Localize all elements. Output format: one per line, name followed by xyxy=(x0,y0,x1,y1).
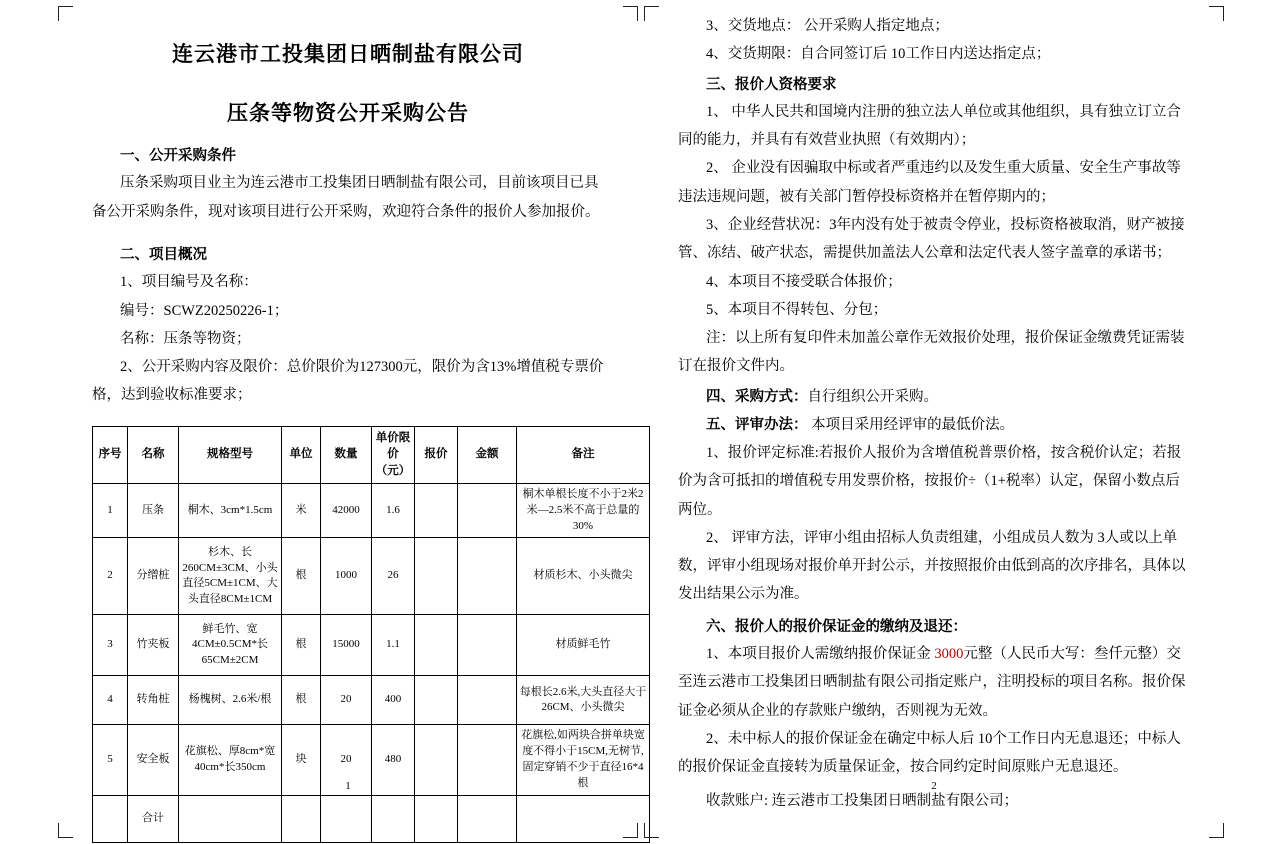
qualification-3-line-2: 管、冻结、破产状态，需提供加盖法人公章和法定代表人签字盖章的承诺书； xyxy=(678,245,1171,262)
cell-unit: 根 xyxy=(282,676,321,725)
cell-qty: 1000 xyxy=(321,538,372,615)
qualification-2-line-2: 违法违规问题，被有关部门暂停投标资格并在暂停期内的； xyxy=(678,188,1055,205)
cell-note: 每根长2.6米,大头直径大于26CM、小头微尖 xyxy=(517,676,650,725)
cell-price-limit: 400 xyxy=(372,676,415,725)
cell-price-limit: 480 xyxy=(372,725,415,796)
cell-no: 3 xyxy=(93,615,128,676)
qualification-note-line-2: 订在报价文件内。 xyxy=(678,358,794,375)
table-row xyxy=(93,538,650,615)
qualification-3-line-1: 3、企业经营状况：3年内没有处于被责令停业，投标资格被取消，财产被接 xyxy=(706,216,1185,233)
project-item-2-line-2: 格，达到验收标准要求； xyxy=(92,387,252,404)
cell-qty xyxy=(321,796,372,843)
document-page-2 xyxy=(654,0,1214,844)
project-item-2-line-1: 2、公开采购内容及限价：总价限价为127300元，限价为含13%增值税专票价 xyxy=(120,359,604,376)
section-4-text: 自行组织公开采购。 xyxy=(807,388,938,405)
table-header-spec: 规格型号 xyxy=(179,426,282,483)
crop-mark-bottom-left xyxy=(644,823,659,838)
cell-name: 安全板 xyxy=(128,725,179,796)
crop-mark-bottom-right xyxy=(1209,823,1224,838)
document-title-line-1: 连云港市工投集团日晒制盐有限公司 xyxy=(172,42,524,66)
section-5-text: 本项目采用经评审的最低价法。 xyxy=(807,416,1015,433)
evaluation-1-line-1: 1、报价评定标准:若报价人报价为含增值税普票价格，按含税价认定；若报 xyxy=(706,445,1182,462)
cell-amount xyxy=(458,538,517,615)
cell-no xyxy=(93,796,128,843)
cell-unit: 根 xyxy=(282,615,321,676)
evaluation-1-line-3: 两位。 xyxy=(678,501,722,518)
cell-bid xyxy=(415,483,458,538)
evaluation-2-line-1: 2、 评审方法，评审小组由招标人负责组建，小组成员人数为 3人或以上单 xyxy=(706,529,1178,546)
cell-amount xyxy=(458,796,517,843)
cell-bid xyxy=(415,796,458,843)
cell-note: 桐木单根长度不小于2米2米—2.5米不高于总量的30% xyxy=(517,483,650,538)
evaluation-1-line-2: 价为含可抵扣的增值税专用发票价格，按报价÷（1+税率）认定，保留小数点后 xyxy=(678,473,1180,490)
section-heading-3: 三、报价人资格要求 xyxy=(706,76,837,93)
paragraph-conditions-line-1: 压条采购项目业主为连云港市工投集团日晒制盐有限公司，目前该项目已具 xyxy=(120,175,599,192)
cell-unit: 根 xyxy=(282,538,321,615)
project-item-1-title: 1、项目编号及名称： xyxy=(120,274,258,291)
receiving-account: 收款账户: 连云港市工投集团日晒制盐有限公司； xyxy=(706,793,1019,810)
cell-qty: 42000 xyxy=(321,483,372,538)
evaluation-2-line-3: 发出结果公示为准。 xyxy=(678,586,809,603)
document-title-line-2: 压条等物资公开采购公告 xyxy=(227,101,469,125)
page-number-1: 1 xyxy=(345,780,351,792)
cell-note: 花旗松,如两块合拼单块宽度不得小于15CM,无树节,固定穿销不少于直径16*4根 xyxy=(517,725,650,796)
qualification-1-line-1: 1、 中华人民共和国境内注册的独立法人单位或其他组织，具有独立订立合 xyxy=(706,103,1181,120)
cell-name: 压条 xyxy=(128,483,179,538)
cell-bid xyxy=(415,538,458,615)
deposit-2-line-2: 的报价保证金直接转为质量保证金，按合同约定时间原账户无息退还。 xyxy=(678,759,1128,776)
deposit-1-text-b: 元整（人民币大写：叁仟元整）交 xyxy=(963,646,1181,663)
document-page-1 xyxy=(68,0,647,844)
cell-unit xyxy=(282,796,321,843)
cell-spec: 桐木、3cm*1.5cm xyxy=(179,483,282,538)
cell-spec: 花旗松、厚8cm*宽40cm*长350cm xyxy=(179,725,282,796)
cell-note: 材质鲜毛竹 xyxy=(517,615,650,676)
cell-no: 1 xyxy=(93,483,128,538)
section-heading-5-paragraph xyxy=(678,411,1190,439)
table-header-note: 备注 xyxy=(517,426,650,483)
evaluation-2-line-2: 数，评审小组现场对报价单开封公示，并按照报价由低到高的次序排名，具体以 xyxy=(678,558,1186,575)
deposit-1-line-2: 至连云港市工投集团日晒制盐有限公司指定账户，注明投标的项目名称。报价保 xyxy=(678,674,1186,691)
table-header-bid: 报价 xyxy=(415,426,458,483)
paragraph-conditions-line-2: 备公开采购条件，现对该项目进行公开采购，欢迎符合条件的报价人参加报价。 xyxy=(92,203,600,220)
qualification-note-line-1: 注：以上所有复印件未加盖公章作无效报价处理，报价保证金缴费凭证需装 xyxy=(706,330,1185,347)
crop-mark-top-right xyxy=(623,6,638,21)
page-number-2: 2 xyxy=(931,780,937,792)
table-header-price-limit: 单价限价（元） xyxy=(372,426,415,483)
cell-amount xyxy=(458,483,517,538)
table-row xyxy=(93,615,650,676)
cell-spec: 杉木、长260CM±3CM、小头直径5CM±1CM、大头直径8CM±1CM xyxy=(179,538,282,615)
table-header-name: 名称 xyxy=(128,426,179,483)
deposit-1-text-a: 1、本项目报价人需缴纳报价保证金 xyxy=(706,646,935,663)
crop-mark-top-right xyxy=(1209,6,1224,21)
deposit-2-line-1: 2、未中标人的报价保证金在确定中标人后 10个工作日内无息退还；中标人 xyxy=(706,730,1181,747)
cell-price-limit: 26 xyxy=(372,538,415,615)
qualification-5: 5、本项目不得转包、分包； xyxy=(706,301,888,318)
section-heading-6: 六、报价人的报价保证金的缴纳及退还： xyxy=(706,618,967,635)
cell-spec: 杨槐树、2.6米/根 xyxy=(179,676,282,725)
cell-no: 5 xyxy=(93,725,128,796)
project-code: 编号：SCWZ20250226-1； xyxy=(120,302,289,319)
table-header-no: 序号 xyxy=(93,426,128,483)
cell-total-label: 合计 xyxy=(128,796,179,843)
table-header-unit: 单位 xyxy=(282,426,321,483)
cell-no: 4 xyxy=(93,676,128,725)
deposit-amount: 3000 xyxy=(934,646,964,663)
crop-mark-bottom-right xyxy=(623,823,638,838)
cell-price-limit: 1.1 xyxy=(372,615,415,676)
crop-mark-top-left xyxy=(58,6,73,21)
table-row xyxy=(93,676,650,725)
table-header-row xyxy=(93,426,650,483)
cell-spec: 鲜毛竹、宽4CM±0.5CM*长65CM±2CM xyxy=(179,615,282,676)
cell-unit: 块 xyxy=(282,725,321,796)
section-heading-5: 五、评审办法： xyxy=(706,416,808,433)
section-heading-1: 一、公开采购条件 xyxy=(120,148,236,164)
cell-amount xyxy=(458,676,517,725)
section-heading-2: 二、项目概况 xyxy=(120,246,207,263)
cell-price-limit xyxy=(372,796,415,843)
table-row-total xyxy=(93,796,650,843)
cell-price-limit: 1.6 xyxy=(372,483,415,538)
table-header-qty: 数量 xyxy=(321,426,372,483)
cell-name: 转角桩 xyxy=(128,676,179,725)
cell-spec xyxy=(179,796,282,843)
cell-amount xyxy=(458,615,517,676)
cell-no: 2 xyxy=(93,538,128,615)
crop-mark-top-left xyxy=(644,6,659,21)
section-heading-4: 四、采购方式： xyxy=(706,388,808,405)
cell-qty: 20 xyxy=(321,725,372,796)
project-name: 名称：压条等物资； xyxy=(120,330,251,347)
table-row xyxy=(93,483,650,538)
delivery-location: 3、交货地点： 公开采购人指定地点； xyxy=(706,18,949,34)
cell-unit: 米 xyxy=(282,483,321,538)
deposit-1-line-3: 证金必须从企业的存款账户缴纳，否则视为无效。 xyxy=(678,702,997,719)
deposit-1-line-1 xyxy=(678,640,1190,668)
table-header-amount: 金额 xyxy=(458,426,517,483)
qualification-2-line-1: 2、 企业没有因骗取中标或者严重违约以及发生重大质量、安全生产事故等 xyxy=(706,160,1181,177)
cell-qty: 20 xyxy=(321,676,372,725)
qualification-1-line-2: 同的能力，并具有有效营业执照（有效期内）； xyxy=(678,132,976,149)
cell-qty: 15000 xyxy=(321,615,372,676)
cell-bid xyxy=(415,676,458,725)
delivery-deadline: 4、交货期限：自合同签订后 10工作日内送达指定点； xyxy=(706,46,1051,63)
crop-mark-bottom-left xyxy=(58,823,73,838)
section-heading-4-paragraph xyxy=(678,383,1190,411)
cell-note: 材质杉木、小头微尖 xyxy=(517,538,650,615)
cell-name: 分缯桩 xyxy=(128,538,179,615)
qualification-4: 4、本项目不接受联合体报价； xyxy=(706,273,902,290)
cell-bid xyxy=(415,615,458,676)
cell-name: 竹夹板 xyxy=(128,615,179,676)
